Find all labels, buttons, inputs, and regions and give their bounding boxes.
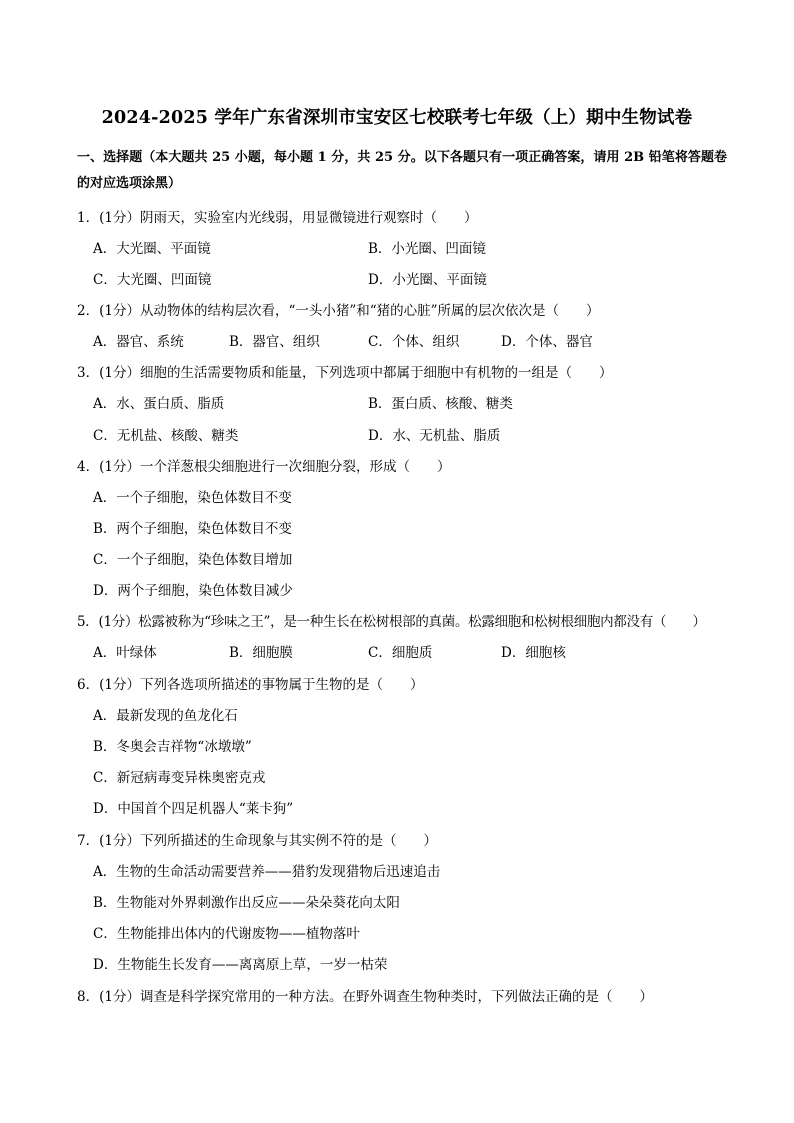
question-2-option-b: B．器官、组织 — [229, 334, 320, 350]
question-6-option-a: A．最新发现的鱼龙化石 — [93, 708, 238, 724]
question-4-stem: 4．(1分）一个洋葱根尖细胞进行一次细胞分裂，形成（ ） — [77, 459, 451, 475]
question-7-option-b: B．生物能对外界刺激作出反应——朵朵葵花向太阳 — [93, 895, 400, 911]
question-4-option-a: A．一个子细胞，染色体数目不变 — [93, 490, 292, 506]
question-5-option-d: D．细胞核 — [501, 645, 566, 661]
question-3-option-c: C．无机盐、核酸、糖类 — [93, 428, 239, 444]
question-6-option-d: D．中国首个四足机器人“莱卡狗” — [93, 801, 294, 817]
question-6-option-b: B．冬奥会吉祥物“冰墩墩” — [93, 739, 252, 755]
question-7-stem: 7．(1分）下列所描述的生命现象与其实例不符的是（ ） — [77, 833, 437, 849]
question-5-option-c: C．细胞质 — [368, 645, 433, 661]
question-4-option-d: D．两个子细胞，染色体数目减少 — [93, 583, 293, 599]
question-7-option-d: D．生物能生长发育——离离原上草，一岁一枯荣 — [93, 957, 388, 973]
question-2-option-d: D．个体、器官 — [501, 334, 593, 350]
question-1-option-c: C．大光圈、凹面镜 — [93, 272, 212, 288]
question-3-stem: 3．(1分）细胞的生活需要物质和能量，下列选项中都属于细胞中有机物的一组是（ ） — [77, 365, 613, 381]
question-8-stem: 8．(1分）调查是科学探究常用的一种方法。在野外调查生物种类时，下列做法正确的是（ ） — [77, 989, 653, 1005]
question-3-option-b: B．蛋白质、核酸、糖类 — [368, 396, 513, 412]
question-1-stem: 1．(1分）阴雨天，实验室内光线弱，用显微镜进行观察时（ ） — [77, 210, 478, 226]
question-5-option-b: B．细胞膜 — [229, 645, 293, 661]
question-3-option-d: D．水、无机盐、脂质 — [368, 428, 501, 444]
question-4-option-c: C．一个子细胞，染色体数目增加 — [93, 552, 293, 568]
question-7-option-c: C．生物能排出体内的代谢废物——植物落叶 — [93, 926, 360, 942]
question-1-option-b: B．小光圈、凹面镜 — [368, 241, 486, 257]
question-2-stem: 2．(1分）从动物体的结构层次看，“一头小猪”和“猪的心脏”所属的层次依次是（ ） — [77, 303, 600, 319]
question-5-option-a: A．叶绿体 — [93, 645, 157, 661]
question-3-option-a: A．水、蛋白质、脂质 — [93, 396, 225, 412]
question-6-stem: 6．(1分）下列各选项所描述的事物属于生物的是（ ） — [77, 677, 424, 693]
question-6-option-c: C．新冠病毒变异株奥密克戎 — [93, 770, 266, 786]
question-2-option-a: A．器官、系统 — [93, 334, 184, 350]
question-4-option-b: B．两个子细胞，染色体数目不变 — [93, 521, 292, 537]
question-5-stem: 5．(1分）松露被称为“珍味之王”，是一种生长在松树根部的真菌。松露细胞和松树根细胞内都没有（ ） — [77, 614, 706, 630]
question-2-option-c: C．个体、组织 — [368, 334, 460, 350]
section-heading: 一、选择题（本大题共 25 小题，每小题 1 分，共 25 分。以下各题只有一项正确答案，请用 2B 铅笔将答题卷的对应选项涂黑） — [77, 150, 727, 191]
question-7-option-a: A．生物的生命活动需要营养——猎豹发现猎物后迅速追击 — [93, 864, 441, 880]
question-1-option-a: A．大光圈、平面镜 — [93, 241, 211, 257]
question-1-option-d: D．小光圈、平面镜 — [368, 272, 487, 288]
page-title: 2024-2025 学年广东省深圳市宝安区七校联考七年级（上）期中生物试卷 — [101, 108, 693, 128]
